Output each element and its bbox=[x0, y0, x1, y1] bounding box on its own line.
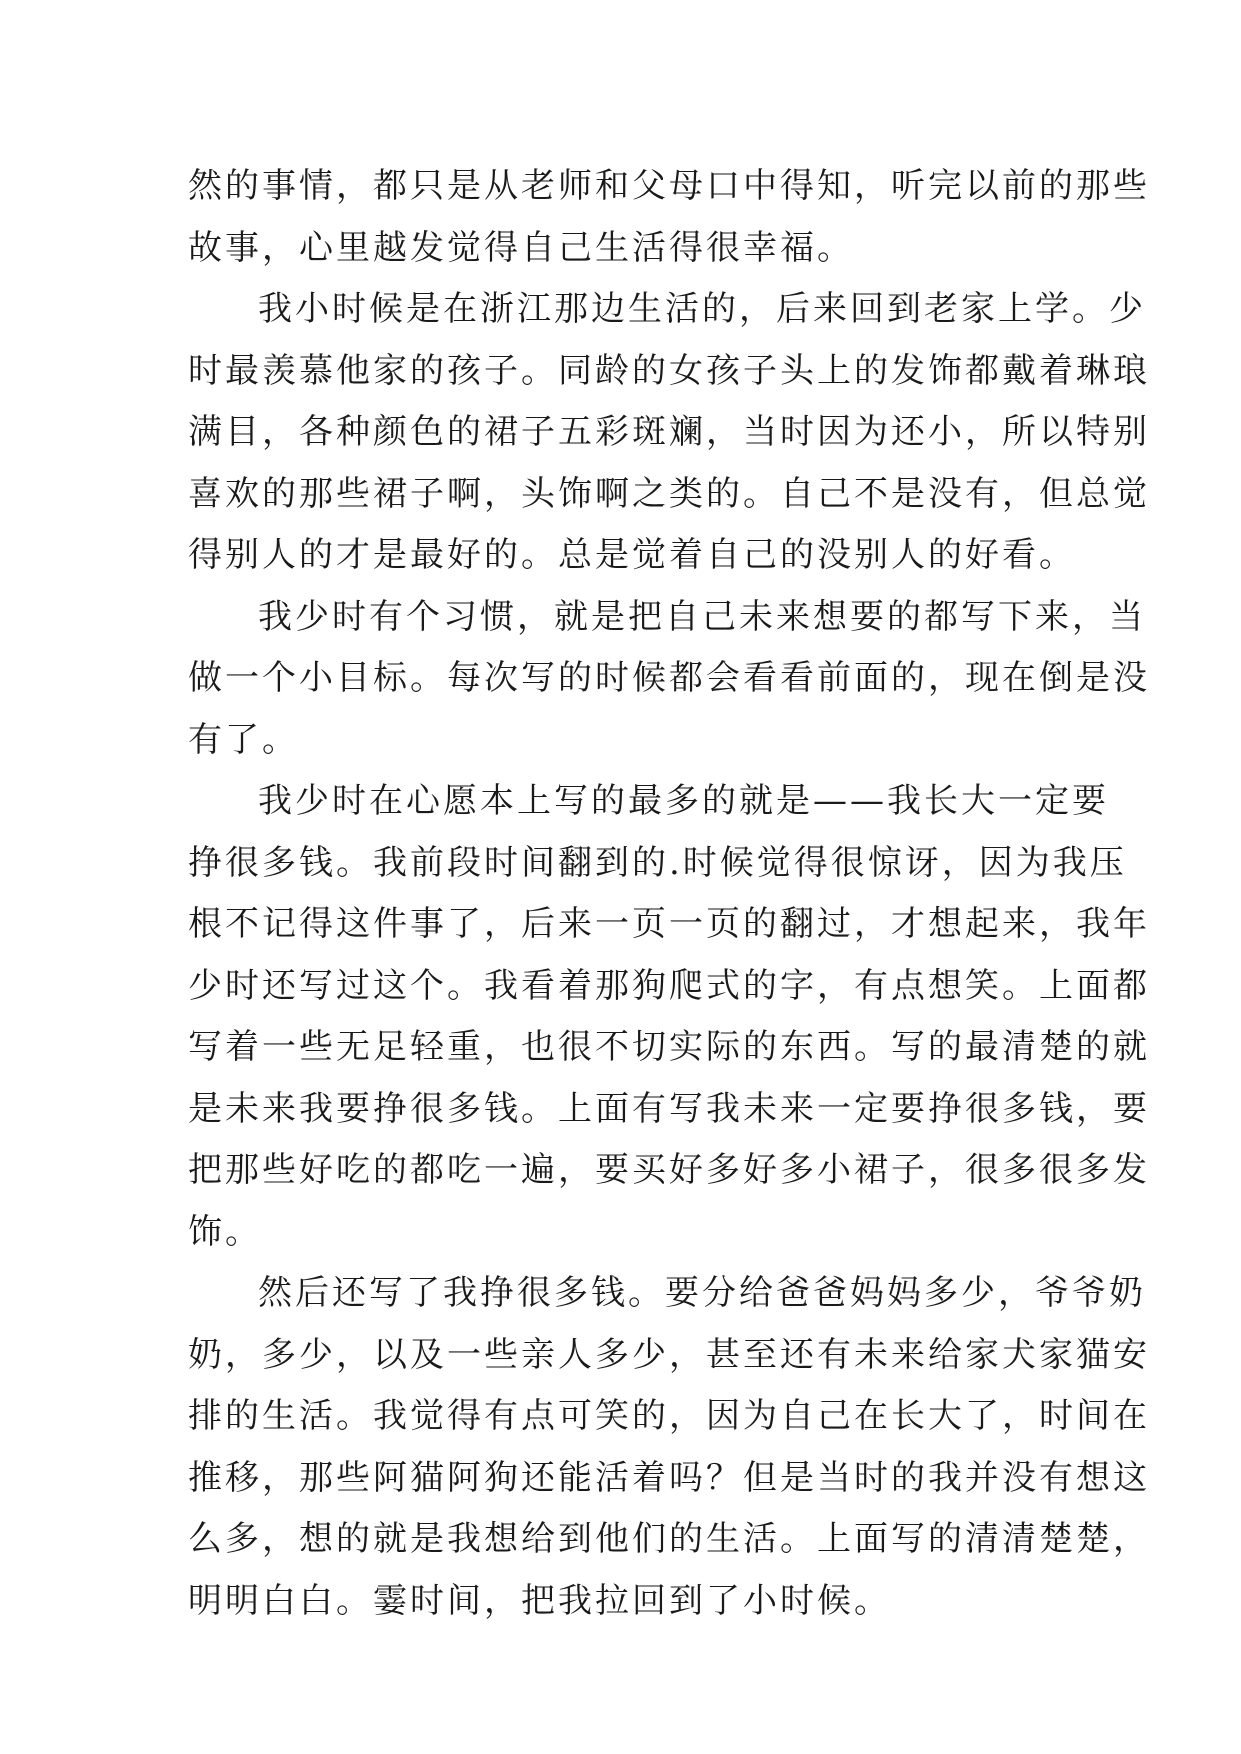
text-line: 有了。 bbox=[188, 719, 299, 760]
text-line: 时最羡慕他家的孩子。同龄的女孩子头上的发饰都戴着琳琅 bbox=[188, 350, 1150, 391]
text-line: 么多，想的就是我想给到他们的生活。上面写的清清楚楚， bbox=[188, 1519, 1150, 1559]
text-line: 我少时有个习惯，就是把自己未来想要的都写下来，当 bbox=[258, 596, 1146, 637]
text-line: 喜欢的那些裙子啊，头饰啊之类的。自己不是没有，但总觉 bbox=[188, 473, 1150, 514]
text-line: 得别人的才是最好的。总是觉着自己的没别人的好看。 bbox=[188, 535, 1076, 575]
text-line: 排的生活。我觉得有点可笑的，因为自己在长大了，时间在 bbox=[188, 1396, 1150, 1436]
text-line: 挣很多钱。我前段时间翻到的.时候觉得很惊讶，因为我压 bbox=[188, 842, 1127, 883]
text-line: 做一个小目标。每次写的时候都会看看前面的，现在倒是没 bbox=[188, 658, 1150, 698]
text-line: 推移，那些阿猫阿狗还能活着吗？但是当时的我并没有想这 bbox=[188, 1457, 1150, 1498]
text-line: 根不记得这件事了，后来一页一页的翻过，才想起来，我年 bbox=[188, 904, 1150, 944]
text-line: 少时还写过这个。我看着那狗爬式的字，有点想笑。上面都 bbox=[188, 965, 1150, 1006]
text-line: 我少时在心愿本上写的最多的就是——我长大一定要 bbox=[258, 781, 1109, 821]
text-line: 明明白白。霎时间，把我拉回到了小时候。 bbox=[188, 1580, 891, 1621]
text-line: 饰。 bbox=[188, 1211, 262, 1252]
text-line: 然的事情，都只是从老师和父母口中得知，听完以前的那些 bbox=[188, 166, 1150, 206]
text-line: 是未来我要挣很多钱。上面有写我未来一定要挣很多钱，要 bbox=[188, 1088, 1150, 1129]
body-text bbox=[188, 156, 1150, 1632]
text-line: 写着一些无足轻重，也很不切实际的东西。写的最清楚的就 bbox=[188, 1027, 1150, 1067]
text-line: 奶，多少，以及一些亲人多少，甚至还有未来给家犬家猫安 bbox=[188, 1334, 1150, 1375]
text-line: 把那些好吃的都吃一遍，要买好多好多小裙子，很多很多发 bbox=[188, 1150, 1150, 1190]
text-line: 故事，心里越发觉得自己生活得很幸福。 bbox=[188, 227, 854, 268]
text-line: 满目，各种颜色的裙子五彩斑斓，当时因为还小，所以特别 bbox=[188, 412, 1150, 452]
text-line: 然后还写了我挣很多钱。要分给爸爸妈妈多少，爷爷奶 bbox=[258, 1273, 1146, 1313]
text-line: 我小时候是在浙江那边生活的，后来回到老家上学。少 bbox=[258, 289, 1146, 329]
